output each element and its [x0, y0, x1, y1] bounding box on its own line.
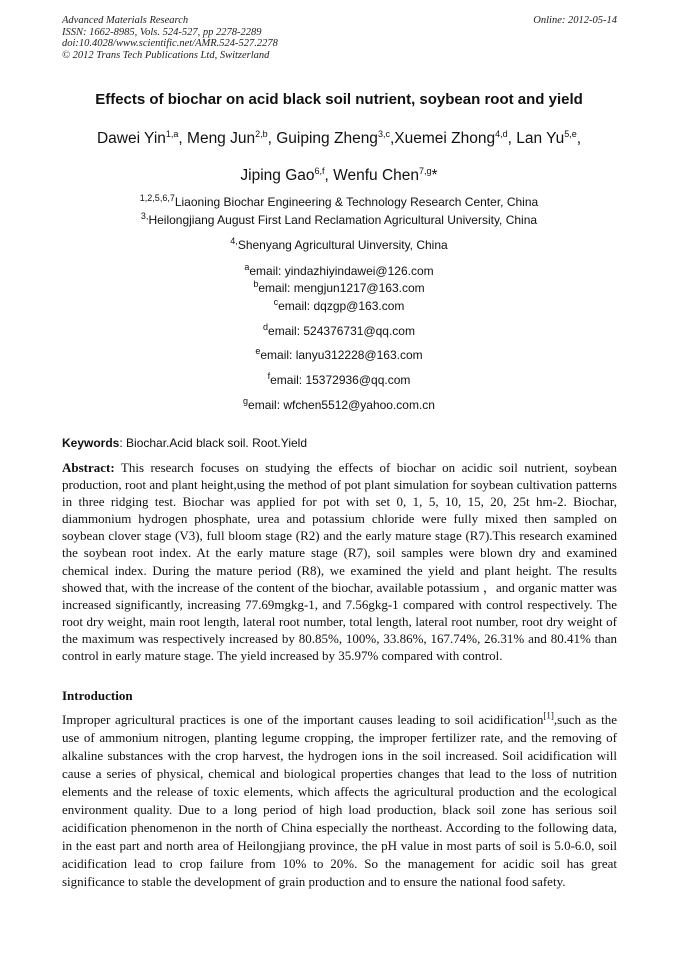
author-sup: 2,b	[255, 128, 268, 139]
journal-name: Advanced Materials Research	[62, 15, 189, 26]
doi-line: doi:10.4028/www.scientific.net/AMR.524-527.2278	[62, 38, 278, 49]
author-sep: ,	[267, 130, 277, 147]
email-sup: g	[243, 396, 249, 406]
author-name: Dawei Yin	[96, 130, 166, 147]
email-text: email: 524376731@qq.com	[268, 324, 415, 338]
affiliation	[0, 238, 678, 252]
author-name: Xuemei Zhong	[394, 130, 496, 147]
email-text: email: mengjun1217@163.com	[258, 281, 425, 295]
email-text: email: wfchen5512@yahoo.com.cn	[248, 398, 435, 412]
abstract-label: Abstract:	[62, 460, 115, 475]
author-sup: 1,a	[165, 128, 179, 139]
author-sup: 6,f	[314, 165, 325, 176]
email-line	[0, 348, 678, 362]
affiliation	[0, 195, 678, 209]
email-text: email: dqzgp@163.com	[278, 299, 405, 313]
copyright-line: © 2012 Trans Tech Publications Ltd, Switzerland	[62, 49, 270, 61]
email-line	[0, 299, 678, 313]
intro-text: Improper agricultural practices is one of the important causes leading to soil acidification	[62, 712, 544, 727]
keywords	[62, 436, 617, 450]
abstract	[62, 459, 617, 664]
journal-header	[62, 15, 617, 61]
affiliation-text: Shenyang Agricultural Uinversity, China	[237, 238, 448, 252]
author-sep: ,	[389, 130, 395, 147]
author-sup: 4,d	[495, 128, 508, 139]
online-date: Online: 2012-05-14	[533, 15, 617, 26]
author-line-2	[0, 167, 678, 185]
email-line	[0, 324, 678, 338]
author-name: Guiping Zheng	[276, 130, 378, 147]
email-sup: d	[263, 322, 269, 332]
citation-ref[interactable]: [1]	[543, 710, 554, 721]
introduction-paragraph	[62, 711, 617, 891]
affiliation-text: Liaoning Biochar Engineering & Technology Research Center, China	[174, 195, 539, 209]
email-line	[0, 264, 678, 278]
issn-line: ISSN: 1662-8985, Vols. 524-527, pp 2278-2289	[62, 26, 262, 38]
author-sep: *	[431, 167, 438, 184]
email-line	[0, 281, 678, 295]
author-line-1	[0, 130, 678, 148]
paper-title: Effects of biochar on acid black soil nutrient, soybean root and yield	[95, 91, 583, 108]
email-sup: c	[273, 297, 279, 307]
email-sup: a	[244, 262, 250, 272]
email-text: email: lanyu312228@163.com	[260, 348, 423, 362]
affiliation-sup: 1,2,5,6,7	[139, 193, 175, 203]
abstract-text: This research focuses on studying the effects of biochar on acidic soil nutrient, soybean production, root and plant height,using the method of pot plant simulation for soybean cultivation patterns in three ridging test. Biochar was applied for pot with set 0, 1, 5, 10, 15, 20, 25t hm-2. Biochar, diammonium hydrogen phosphate, urea and potassium chloride were fully mixed then sampled on soybean clover stage (V3), full bloom stage (R2) and the early mature stage (R7).This research examined the soybean root index. At the early mature stage (R7), soil samples were blown dry and examined chemical index. During the mature period (R8), we examined the yield and plant height. The results showed that, with the increase of the content of the biochar, available potassium ，and organic matter was increased significantly, increasing 77.69mgkg-1, and 7.56gkg-1 compared with control respectively. The root dry weight, main root length, lateral root number, total length, lateral root number, root dry weight of the maximum was respectively increased by 80.85%, 100%, 33.86%, 167.74%, 26.31% and 80.41% than control in early mature stage. The yield increased by 35.97% compared with control.	[62, 460, 617, 664]
affiliation-sup: 4,	[230, 236, 238, 246]
author-sep: ,	[507, 130, 517, 147]
author-sep: ,	[324, 167, 334, 184]
section-heading-introduction: Introduction	[62, 688, 133, 703]
author-name: Lan Yu	[516, 130, 565, 147]
intro-text: ,such as the use of ammonium nitrogen, planting legume cropping, the improper fertilizer rate, and the removing of alkaline substances with the crop harvest, the hydrogen ions in the soil increased. Soil acidification will cause a series of physical, chemical and biological properties changes that lead to the loss of nutrition elements and the release of toxic elements, which affects the agricultural production and the ecological environment quality. Due to a long period of high load production, black soil zone has serious soil acidification phenomenon in the north of China especially the northeast. According to the following data, in the east part and north area of Heilongjiang province, the pH value in most parts of soil is 5.0-6.0, soil acidification lead to crop failure from 10% to 20%. So the management for acidic soil has great significance to stable the development of grain production and to ensure the national food safety.	[62, 712, 618, 889]
email-line	[0, 398, 678, 412]
affiliation-text: Heilongjiang August First Land Reclamation Agricultural University, China	[148, 213, 538, 227]
author-name: Meng Jun	[187, 130, 256, 147]
email-text: email: yindazhiyindawei@126.com	[249, 264, 434, 278]
author-sup: 5,e	[564, 128, 577, 139]
author-sup: 7,g	[419, 165, 432, 176]
author-name: Wenfu Chen	[333, 167, 420, 184]
keywords-label: Keywords	[62, 436, 120, 450]
email-sup: e	[255, 346, 261, 356]
author-name: Jiping Gao	[240, 167, 315, 184]
email-line	[0, 373, 678, 387]
keywords-text: : Biochar.Acid black soil. Root.Yield	[119, 436, 308, 450]
author-sup: 3,c	[377, 128, 390, 139]
email-sup: f	[267, 371, 271, 381]
email-sup: b	[253, 279, 259, 289]
affiliation-sup: 3,	[140, 211, 149, 221]
author-sep: ,	[178, 130, 188, 147]
author-sep: ,	[576, 130, 582, 147]
email-text: email: 15372936@qq.com	[270, 373, 411, 387]
affiliation	[0, 213, 678, 227]
